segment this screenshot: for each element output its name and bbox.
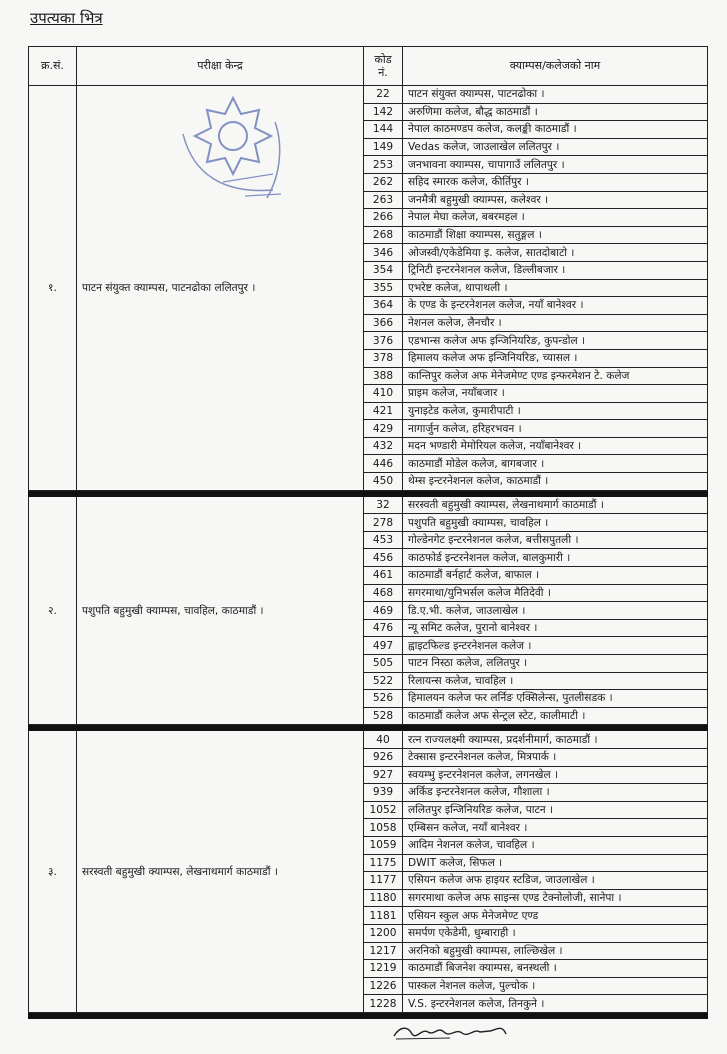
college-name: स्वयम्भु इन्टरनेशनल कलेज, लगनखेल ।	[403, 766, 708, 784]
college-code: 1058	[364, 819, 403, 837]
college-code: 522	[364, 672, 403, 690]
exam-centre-name	[77, 86, 364, 491]
college-code: 461	[364, 567, 403, 585]
college-name: काठमाडौं शिक्षा क्याम्पस, सतुङ्गल ।	[403, 226, 708, 244]
college-name: आदिम नेशनल कलेज, चावहिल ।	[403, 836, 708, 854]
college-name: काठमाडौं बर्नहार्ट कलेज, बाफाल ।	[403, 567, 708, 585]
college-code: 1180	[364, 889, 403, 907]
college-code: 410	[364, 385, 403, 403]
table-row	[29, 86, 708, 104]
college-name: काठफोर्ड इन्टरनेशनल कलेज, बालकुमारी ।	[403, 549, 708, 567]
college-name: DWIT कलेज, सिफल ।	[403, 854, 708, 872]
college-code: 450	[364, 473, 403, 491]
college-code: 355	[364, 279, 403, 297]
college-code: 505	[364, 655, 403, 673]
college-name: के एण्ड के इन्टरनेशनल कलेज, नयाँ बानेश्वर ।	[403, 297, 708, 315]
college-code: 926	[364, 748, 403, 766]
table-body	[29, 86, 708, 1019]
college-code: 1200	[364, 924, 403, 942]
college-name: डि.ए.भी. कलेज, जाउलाखेल ।	[403, 602, 708, 620]
college-code: 469	[364, 602, 403, 620]
exam-centre-label: सरस्वती बहुमुखी क्याम्पस, लेखनाथमार्ग काठमाडौं ।	[82, 865, 278, 878]
college-name: प्राइम कलेज, नयाँबजार ।	[403, 385, 708, 403]
college-name: पाटन निस्ठा कलेज, ललितपुर ।	[403, 655, 708, 673]
college-name: V.S. इन्टरनेशनल कलेज, तिनकुने ।	[403, 995, 708, 1013]
college-code: 1228	[364, 995, 403, 1013]
page-heading: उपत्यका भित्र	[30, 9, 103, 27]
college-name: एम्बिसन कलेज, नयाँ बानेश्वर ।	[403, 819, 708, 837]
college-code: 939	[364, 784, 403, 802]
college-code: 526	[364, 690, 403, 708]
college-name: पास्कल नेशनल कलेज, पुल्चोक ।	[403, 977, 708, 995]
college-name: पाटन संयुक्त क्याम्पस, पाटनढोका ।	[403, 86, 708, 104]
college-code: 388	[364, 367, 403, 385]
college-code: 446	[364, 455, 403, 473]
college-code: 354	[364, 261, 403, 279]
serial-number: २.	[29, 496, 77, 725]
exam-centre-name	[77, 496, 364, 725]
signature	[390, 1018, 530, 1044]
college-code: 476	[364, 619, 403, 637]
college-name: नागार्जुन कलेज, हरिहरभवन ।	[403, 420, 708, 438]
college-name: नेपाल काठमण्डप कलेज, कलङ्की काठमाडौं ।	[403, 121, 708, 139]
header-college-name: क्याम्पस/कलेजको नाम	[403, 47, 708, 86]
college-code: 376	[364, 332, 403, 350]
office-stamp	[163, 94, 303, 214]
college-name: गोल्डेनगेट इन्टरनेशनल कलेज, बत्तीसपुतली ।	[403, 531, 708, 549]
college-name: ट्रिनिटी इन्टरनेशनल कलेज, डिल्लीबजार ।	[403, 261, 708, 279]
college-name: एडभान्स कलेज अफ इन्जिनियरिङ, कुपन्डोल ।	[403, 332, 708, 350]
header-serial: क्र.सं.	[29, 47, 77, 86]
exam-centre-name	[77, 731, 364, 1013]
college-name: युनाइटेड कलेज, कुमारीपाटी ।	[403, 402, 708, 420]
college-name: अरनिको बहुमुखी क्याम्पस, लाल्छिखेल ।	[403, 942, 708, 960]
college-name: अर्किड इन्टरनेशनल कलेज, गौशाला ।	[403, 784, 708, 802]
exam-centre-label: पशुपति बहुमुखी क्याम्पस, चावहिल, काठमाडौं ।	[82, 604, 264, 617]
college-name: रत्न राज्यलक्ष्मी क्याम्पस, प्रदर्शनीमार्ग, काठमाडौं ।	[403, 731, 708, 749]
college-code: 1052	[364, 801, 403, 819]
college-name: कान्तिपुर कलेज अफ मेनेजमेण्ट एण्ड इन्फरमेशन टे. कलेज	[403, 367, 708, 385]
college-code: 453	[364, 531, 403, 549]
college-code: 366	[364, 314, 403, 332]
college-code: 40	[364, 731, 403, 749]
table-row	[29, 496, 708, 514]
college-code: 1181	[364, 907, 403, 925]
college-code: 1059	[364, 836, 403, 854]
college-code: 268	[364, 226, 403, 244]
college-code: 378	[364, 349, 403, 367]
college-code: 278	[364, 514, 403, 532]
college-code: 142	[364, 103, 403, 121]
college-code: 266	[364, 209, 403, 227]
header-exam-centre: परीक्षा केन्द्र	[77, 47, 364, 86]
college-code: 346	[364, 244, 403, 262]
college-name: न्यू समिट कलेज, पुरानो बानेश्वर ।	[403, 619, 708, 637]
college-code: 1219	[364, 960, 403, 978]
college-name: सगरमाथा/युनिभर्सल कलेज मैतिदेवी ।	[403, 584, 708, 602]
college-code: 468	[364, 584, 403, 602]
college-name: जनमैत्री बहुमुखी क्याम्पस, कलेश्वर ।	[403, 191, 708, 209]
college-code: 432	[364, 437, 403, 455]
serial-number: ३.	[29, 731, 77, 1013]
college-name: सरस्वती बहुमुखी क्याम्पस, लेखनाथमार्ग काठमाडौं ।	[403, 496, 708, 514]
college-name: काठमाडौं कलेज अफ सेन्ट्रल स्टेट, कालीमाटी ।	[403, 707, 708, 725]
college-code: 1226	[364, 977, 403, 995]
header-code: कोड नं.	[364, 47, 403, 86]
college-code: 497	[364, 637, 403, 655]
college-name: काठमाडौं मोडेल कलेज, बागबजार ।	[403, 455, 708, 473]
college-code: 421	[364, 402, 403, 420]
college-name: हिमालय कलेज अफ इन्जिनियरिङ, च्यासल ।	[403, 349, 708, 367]
college-name: एसियन कलेज अफ हाइयर स्टडिज, जाउलाखेल ।	[403, 872, 708, 890]
college-code: 253	[364, 156, 403, 174]
exam-centre-label: पाटन संयुक्त क्याम्पस, पाटनढोका ललितपुर ।	[82, 281, 256, 294]
college-code: 364	[364, 297, 403, 315]
table-row	[29, 731, 708, 749]
exam-centre-table	[28, 46, 708, 1019]
college-code: 927	[364, 766, 403, 784]
college-code: 528	[364, 707, 403, 725]
college-name: नेपाल मेघा कलेज, बबरमहल ।	[403, 209, 708, 227]
college-name: टेक्सास इन्टरनेशनल कलेज, मित्रपार्क ।	[403, 748, 708, 766]
college-name: थेम्स इन्टरनेशनल कलेज, काठमाडौं ।	[403, 473, 708, 491]
college-name: सहिद स्मारक कलेज, कीर्तिपुर ।	[403, 173, 708, 191]
college-code: 429	[364, 420, 403, 438]
signature-stroke	[394, 1028, 506, 1036]
college-code: 1177	[364, 872, 403, 890]
college-name: अरुणिमा कलेज, बौद्ध काठमाडौं ।	[403, 103, 708, 121]
college-name: काठमाडौं बिजनेश क्याम्पस, बनस्थली ।	[403, 960, 708, 978]
separator-bar	[29, 1012, 708, 1018]
group-separator	[29, 1012, 708, 1018]
college-name: ललितपुर इन्जिनियरिङ कलेज, पाटन ।	[403, 801, 708, 819]
college-code: 263	[364, 191, 403, 209]
college-code: 144	[364, 121, 403, 139]
college-name: नेशनल कलेज, लैनचौर ।	[403, 314, 708, 332]
college-name: ओजस्वी/एकेडेमिया इ. कलेज, सातदोबाटो ।	[403, 244, 708, 262]
college-name: एभरेष्ट कलेज, थापाथली ।	[403, 279, 708, 297]
college-code: 1217	[364, 942, 403, 960]
college-name: समर्पण एकेडेमी, धुम्बाराही ।	[403, 924, 708, 942]
college-code: 1175	[364, 854, 403, 872]
college-name: मदन भण्डारी मेमोरियल कलेज, नयाँबानेश्वर ।	[403, 437, 708, 455]
college-name: सगरमाथा कलेज अफ साइन्स एण्ड टेक्नोलोजी, सानेपा ।	[403, 889, 708, 907]
college-name: Vedas कलेज, जाउलाखेल ललितपुर ।	[403, 138, 708, 156]
college-name: पशुपति बहुमुखी क्याम्पस, चावहिल ।	[403, 514, 708, 532]
college-name: एसियन स्कुल अफ मेनेजमेण्ट एण्ड	[403, 907, 708, 925]
college-name: रिलायन्स कलेज, चावहिल ।	[403, 672, 708, 690]
college-name: ह्वाइटफिल्ड इन्टरनेशनल कलेज ।	[403, 637, 708, 655]
college-code: 456	[364, 549, 403, 567]
college-name: जनभावना क्याम्पस, चापागाउँ ललितपुर ।	[403, 156, 708, 174]
college-code: 262	[364, 173, 403, 191]
college-code: 149	[364, 138, 403, 156]
college-code: 32	[364, 496, 403, 514]
serial-number: १.	[29, 86, 77, 491]
table-header-row	[29, 47, 708, 86]
college-code: 22	[364, 86, 403, 104]
college-name: हिमालयन कलेज फर लर्निङ एक्सिलेन्स, पुतलीसडक ।	[403, 690, 708, 708]
